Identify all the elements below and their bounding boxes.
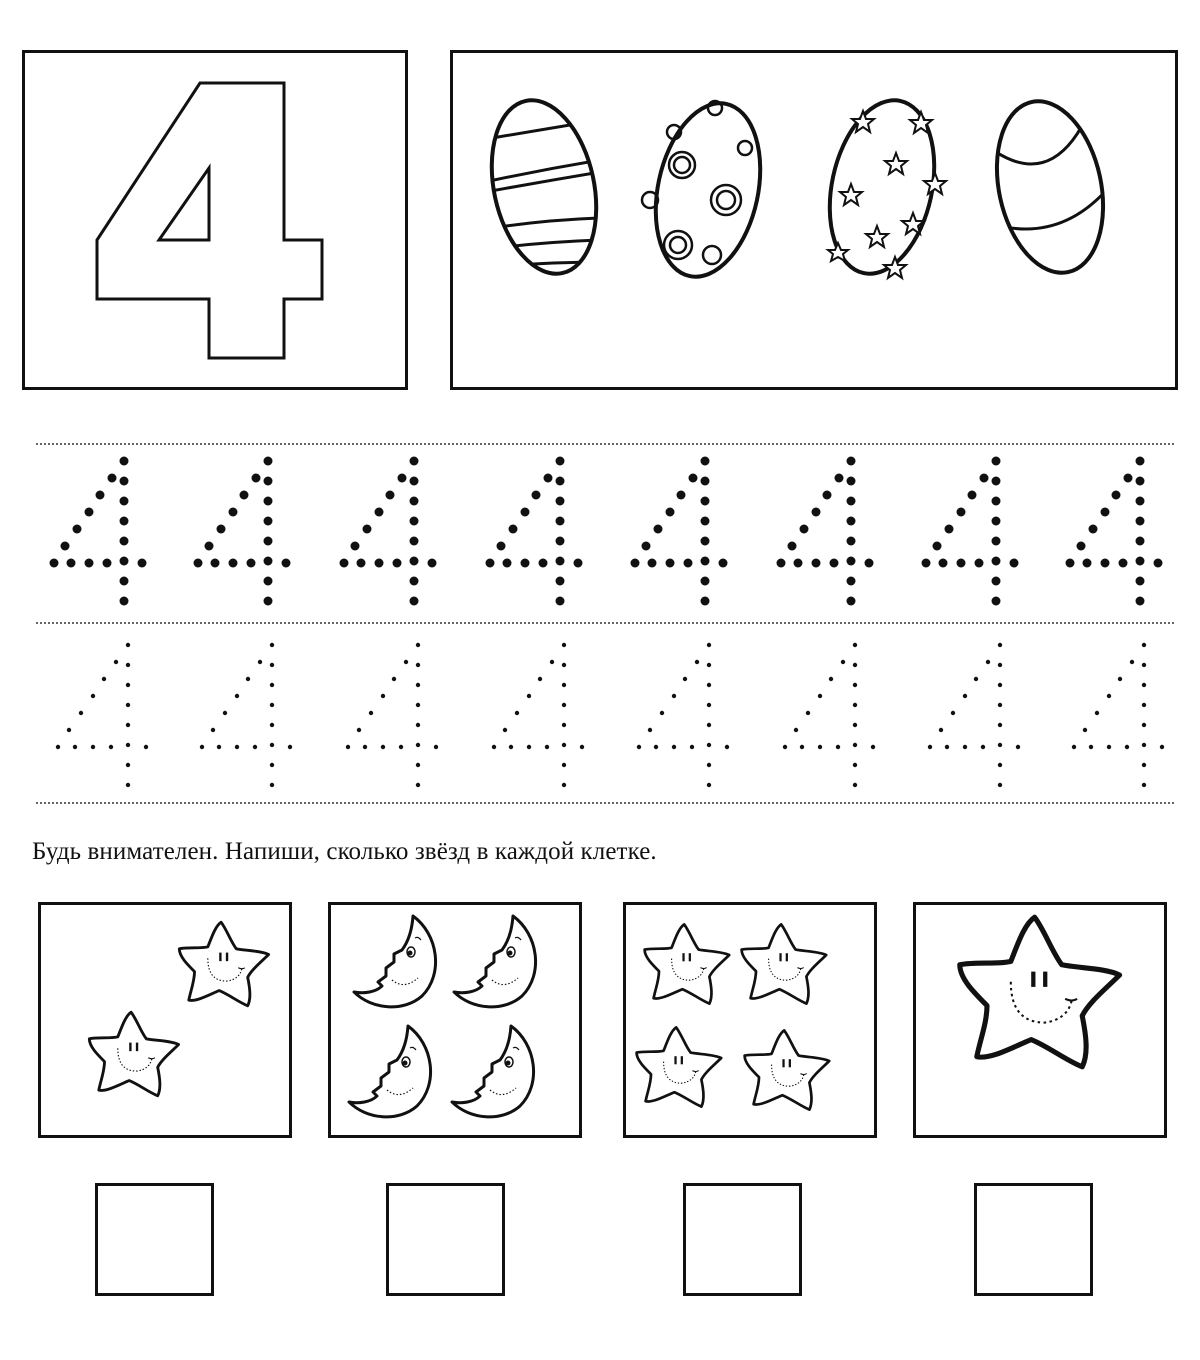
smiling-star-icon [742,924,827,1003]
moon-face-icon [452,1026,534,1117]
smiling-star-icon [89,1012,178,1096]
dotted-digit-4-icon [1072,643,1164,787]
dotted-digit-4-icon [777,457,874,606]
dotted-digit-4-icon [346,643,438,787]
dotted-digit-4-icon [50,457,147,606]
eggs-panel [450,50,1178,390]
dotted-digit-4-icon [194,457,291,606]
dotted-digit-4-icon [928,643,1020,787]
digit-panel [22,50,408,390]
dotted-digit-4-icon [1066,457,1163,606]
answer-box-1[interactable] [95,1183,214,1296]
dotted-digit-4-icon [922,457,1019,606]
dotted-digit-4-icon [492,643,584,787]
dotted-digit-4-icon [340,457,437,606]
tracing-row-1 [50,457,1163,606]
starry-egg-icon [815,91,949,284]
smiling-star-icon [637,1027,722,1106]
tracing-area[interactable] [0,420,1200,840]
striped-egg-icon [477,91,611,284]
dotted-digit-4-icon [631,457,728,606]
dotted-digit-4-icon [637,643,729,787]
answer-box-2[interactable] [386,1183,505,1296]
polka-egg-icon [641,94,775,287]
smiling-star-icon [179,922,268,1006]
instruction-text: Будь внимателен. Напиши, сколько звёзд в каждой клетке. [32,838,657,865]
dotted-digit-4-icon [783,643,875,787]
answer-box-4[interactable] [974,1183,1093,1296]
answer-box-3[interactable] [683,1183,802,1296]
counting-cell-2 [328,902,582,1138]
moon-face-icon [454,916,536,1007]
banded-egg-icon [980,91,1118,283]
moon-face-icon [349,1026,431,1117]
moon-face-icon [354,916,436,1007]
smiling-star-icon [960,917,1120,1067]
dotted-digit-4-icon [56,643,148,787]
tracing-row-2 [56,643,1164,787]
digit-4-outline-icon [22,50,408,390]
counting-cell-4 [913,902,1167,1138]
smiling-star-icon [745,1030,830,1109]
dotted-digit-4-icon [486,457,583,606]
counting-cell-1 [38,902,292,1138]
smiling-star-icon [645,924,730,1003]
dotted-digit-4-icon [200,643,292,787]
counting-cell-3 [623,902,877,1138]
